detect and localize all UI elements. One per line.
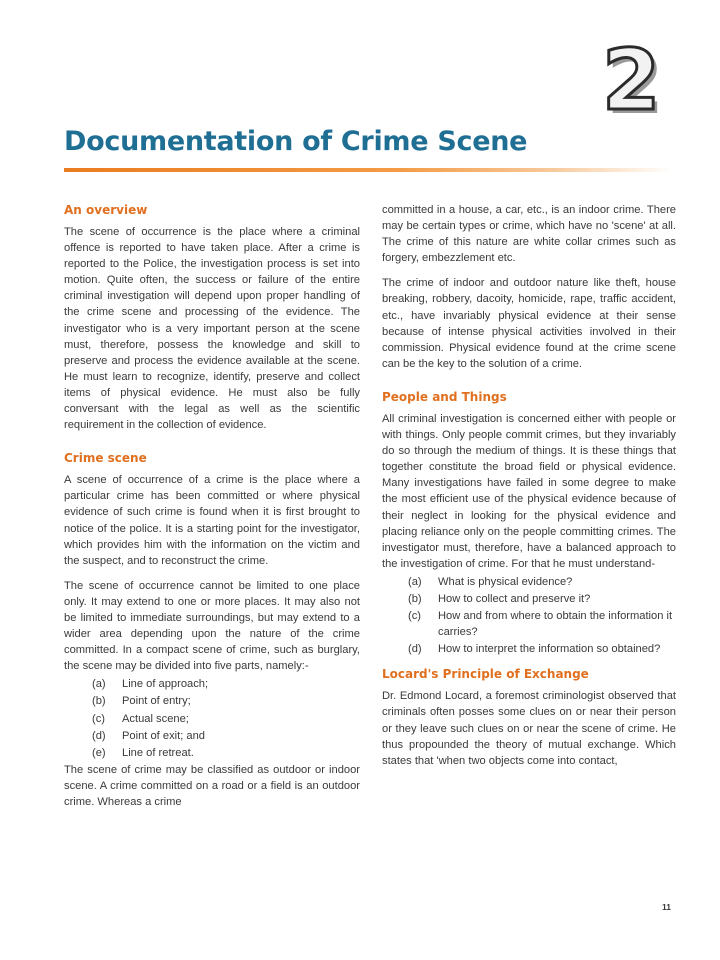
heading-crime-scene: Crime scene [64,451,147,466]
heading-people-and-things: People and Things [382,389,507,404]
list-item: (e) Line of retreat. [92,746,194,759]
left-column [64,202,360,819]
page-number: 11 [662,902,671,912]
crime-scene-paragraph-3: The scene of crime may be classified as outdoor or indoor scene. A crime committed on a road or a field is an outdoor crime. Whereas a crime [64,763,360,808]
crime-scene-paragraph-1: A scene of occurrence of a crime is the place where a particular crime has been committed or where physical evidence of such crime is found when it is first brought to notice of the police. It is a starting point for the investigator, which provides him with the information on the victim and the suspect, and to reconstruct the crime. [64,474,360,567]
questions-list [382,574,676,657]
continuation-paragraph: committed in a house, a car, etc., is an indoor crime. There may be certain types or crime, which have no 'scene' at all. The crime of this nature are white collar crimes such as forgery, embezzlement etc. [382,204,676,265]
list-item: (d) Point of exit; and [92,729,205,742]
list-item: (a) Line of approach; [92,678,209,691]
list-item: (b) Point of entry; [92,695,191,708]
list-item: (c) How and from where to obtain the information it carries? [408,610,673,639]
heading-locards-principle: Locard's Principle of Exchange [382,667,589,682]
list-item: (d) How to interpret the information so obtained? [408,643,661,656]
chapter-title: Documentation of Crime Scene [64,126,528,157]
crime-scene-paragraph-2: The scene of occurrence cannot be limited to one place only. It may extend to one or more places. It may also not be limited to immediate surroundings, but may extend to a wider area depending upon the nature of the crime committed. In a compact scene of crime, such as burglary, the scene may be divided into five parts, namely:- [64,579,360,673]
crime-scene-parts-list [64,676,360,760]
overview-paragraph: The scene of occurrence is the place where a criminal offence is reported to have taken place. After a crime is reported to the Police, the investigation process is set into motion. Quite often, the success or failure of the entire criminal investigation will depend upon proper handling of the crime scene and processing of the evidence. The investigator who is a very important person at the scene must, therefore, possess the knowledge and skill to preserve and process the evidence available at the scene. He must learn to recognize, identify, preserve and collect items of physical evidence. He must also be fully conversant with the legal as well as the scientific requirement in the collection of evidence. [64,226,360,432]
list-item: (b) How to collect and preserve it? [408,592,591,605]
list-item: (c) Actual scene; [92,712,189,725]
indoor-outdoor-paragraph: The crime of indoor and outdoor nature like theft, house breaking, robbery, dacoity, homicide, rape, traffic accident, etc., have invariably physical evidence at their sense because of intense physical activities involved in their commission. Physical evidence found at the crime scene can be the key to the solution of a crime. [382,277,676,370]
chapter-number: 2 [602,31,661,129]
right-column [382,202,676,778]
heading-an-overview: An overview [64,203,148,217]
list-item: (a) What is physical evidence? [408,575,573,588]
people-and-things-paragraph: All criminal investigation is concerned either with people or with things. Only people commit crimes, but they invariably do so through the medium of things. It is these things that together constitute the broad field or physical evidence. Many investigations have failed in some degree to make the most efficient use of the physical evidence because of their neglect in looking for the physical evidence and placing reliance only on the people committing crimes. The investigator must, therefore, have a balanced approach to the investigation of crime. For that he must understand- [382,412,676,570]
locard-paragraph: Dr. Edmond Locard, a foremost criminologist observed that criminals often posses some clues on or near their person or they leave such clues on or near the scene of crime. He thus propounded the theory of mutual exchange. Which states that 'when two objects come into contact, [382,690,676,767]
title-underline-rule [64,168,672,172]
